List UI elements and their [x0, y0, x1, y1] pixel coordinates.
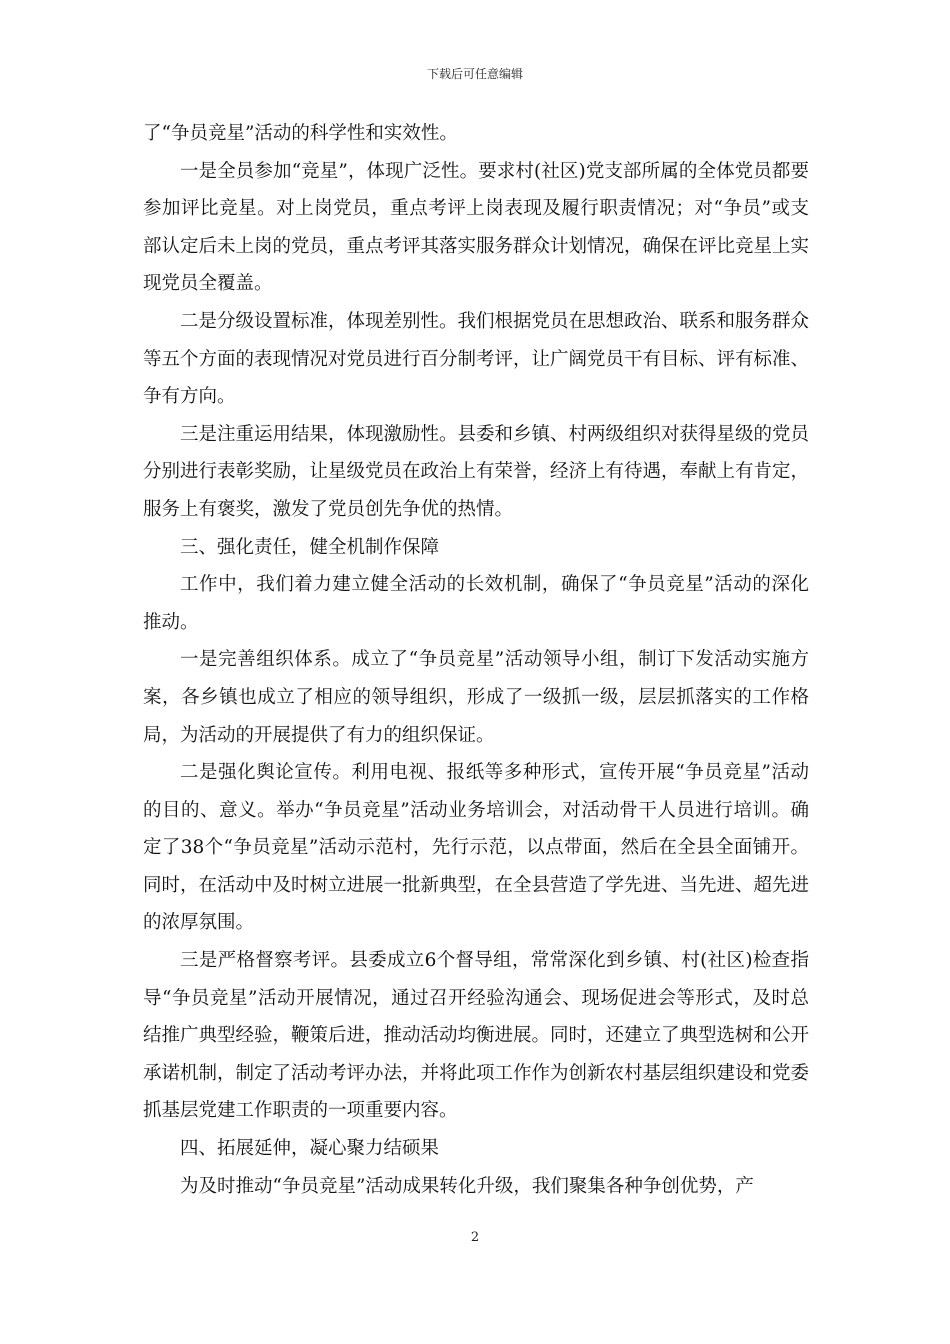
section-heading-3: 三、强化责任，健全机制作保障 [180, 536, 440, 558]
document-body [143, 115, 809, 1205]
paragraph-organization-system: 一是完善组织体系。成立了“争员竞星”活动领导小组，制订下发活动实施方案，各乡镇也成立了相应的领导组织，形成了一级抓一级，层层抓落实的工作格局，为活动的开展提供了有力的组织保证。 [143, 649, 809, 746]
paragraph-full-participation: 一是全员参加“竞星”，体现广泛性。要求村(社区)党支部所属的全体党员都要参加评比竞星。对上岗党员，重点考评上岗表现及履行职责情况；对“争员”或支部认定后未上岗的党员，重点考评其落实服务群众计划情况，确保在评比竞星上实现党员全覆盖。 [143, 160, 810, 295]
paragraph-apply-results: 三是注重运用结果，体现激励性。县委和乡镇、村两级组织对获得星级的党员分别进行表彰奖励，让星级党员在政治上有荣誉，经济上有待遇，奉献上有肯定，服务上有褒奖，激发了党员创先争优的热情。 [143, 423, 810, 520]
paragraph-long-term-mechanism: 工作中，我们着力建立健全活动的长效机制，确保了“争员竞星”活动的深化推动。 [143, 574, 809, 633]
paragraph-graded-standards: 二是分级设置标准，体现差别性。我们根据党员在思想政治、联系和服务群众等五个方面的表现情况对党员进行百分制考评，让广阔党员干有目标、评有标准、争有方向。 [143, 310, 810, 408]
paragraph-supervision: 三是严格督察考评。县委成立6个督导组，常常深化到乡镇、村(社区)检查指导“争员竞星”活动开展情况，通过召开经验沟通会、现场促进会等形式，及时总结推广典型经验，鞭策后进，推动活动均衡进展。同时，还建立了典型选树和公开承诺机制，制定了活动考评办法，并将此项工作作为创新农村基层组织建设和党委抓基层党建工作职责的一项重要内容。 [143, 950, 810, 1122]
page-header: 下载后可任意编辑 [426, 67, 523, 81]
page-number: 2 [470, 1230, 480, 1245]
paragraph-expansion: 为及时推动“争员竞星”活动成果转化升级，我们聚集各种争创优势，产 [180, 1175, 754, 1197]
section-heading-4: 四、拓展延伸，凝心聚力结硕果 [180, 1138, 440, 1160]
paragraph-continuation: 了“争员竞星”活动的科学性和实效性。 [143, 123, 458, 144]
paragraph-publicity: 二是强化舆论宣传。利用电视、报纸等多种形式，宣传开展“争员竞星”活动的目的、意义。举办“争员竞星”活动业务培训会，对活动骨干人员进行培训。确定了38个“争员竞星”活动示范村，先行示范，以点带面，然后在全县全面铺开。同时，在活动中及时树立进展一批新典型，在全县营造了学先进、当先进、超先进的浓厚氛围。 [143, 762, 810, 934]
